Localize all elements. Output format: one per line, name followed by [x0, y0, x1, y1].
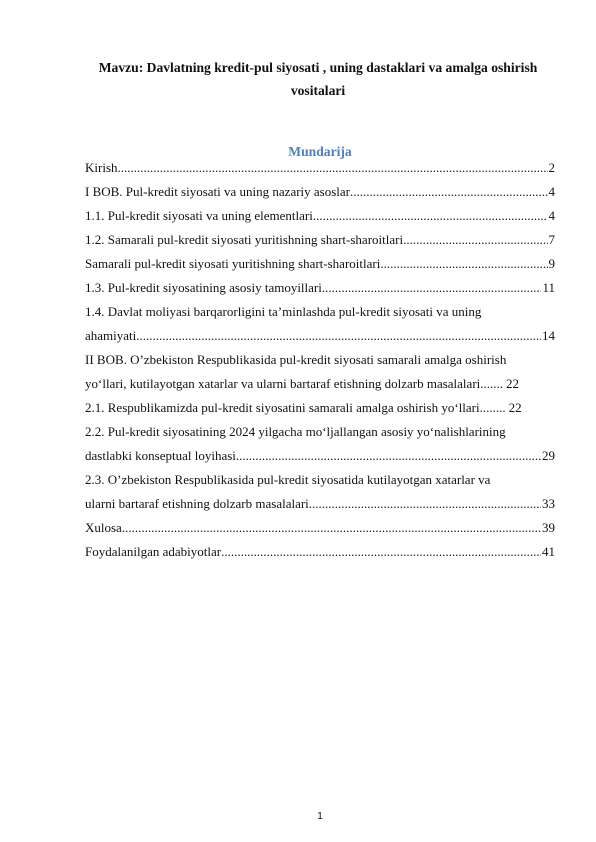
toc-leader-dots — [221, 540, 541, 564]
toc-entry[interactable] — [85, 228, 555, 252]
toc-entry[interactable] — [85, 204, 555, 228]
toc-entry-line1: II BOB. O’zbekiston Respublikasida pul-kredit siyosati samarali amalga oshirish — [85, 352, 507, 367]
toc-leader-dots — [350, 180, 547, 204]
toc-entry-line1: 2.3. O’zbekiston Respublikasida pul-kredit siyosatida kutilayotgan xatarlar va — [85, 472, 491, 487]
title-line-1: Mavzu: Davlatning kredit-pul siyosati , uning dastaklari va amalga oshirish — [98, 60, 538, 75]
toc-leader-dots: ........ — [479, 400, 506, 415]
toc-entry[interactable] — [85, 420, 555, 468]
toc-entry-line1: 2.2. Pul-kredit siyosatining 2024 yilgacha mo‘ljallangan asosiy yo‘nalishlarining — [85, 424, 506, 439]
toc-entry-label: ahamiyati — [85, 328, 137, 343]
toc-leader-dots — [322, 276, 542, 300]
toc-leader-dots — [136, 324, 541, 348]
page-number: 1 — [317, 810, 323, 822]
toc-entry-page: 2 — [548, 160, 555, 175]
document-title — [70, 56, 566, 102]
toc-entry-page: 33 — [542, 496, 555, 511]
toc-leader-dots — [118, 156, 548, 180]
toc-leader-dots — [236, 444, 541, 468]
toc-entry[interactable] — [85, 348, 555, 396]
toc-entry-page: 14 — [542, 328, 555, 343]
toc-entry-label: Samarali pul-kredit siyosati yuritishning shart-sharoitlari — [85, 256, 381, 271]
toc-entry-page: 39 — [542, 520, 555, 535]
toc-entry-page: 11 — [542, 280, 555, 295]
title-line-2: vositalari — [290, 83, 346, 98]
toc-entry-page: 4 — [548, 208, 555, 223]
toc-heading: Mundarija — [288, 144, 352, 159]
toc-leader-dots: ....... — [480, 376, 504, 391]
toc-entry-page: 9 — [548, 256, 555, 271]
toc-entry-label: ularni bartaraf etishning dolzarb masalalari — [85, 496, 309, 511]
toc-entry-page: 29 — [542, 448, 555, 463]
toc-entry-label: Kirish — [85, 160, 118, 175]
toc-entry[interactable] — [85, 396, 555, 420]
toc-entry[interactable] — [85, 300, 555, 348]
table-of-contents — [85, 156, 555, 564]
toc-entry[interactable] — [85, 252, 555, 276]
toc-entry-page: 22 — [506, 376, 520, 391]
toc-entry-label: I BOB. Pul-kredit siyosati va uning nazariy asoslar — [85, 184, 351, 199]
toc-entry-page: 4 — [548, 184, 555, 199]
toc-entry[interactable] — [85, 540, 555, 564]
toc-entry[interactable] — [85, 516, 555, 540]
toc-entry[interactable] — [85, 156, 555, 180]
toc-leader-dots — [122, 516, 541, 540]
toc-entry-label: 1.3. Pul-kredit siyosatining asosiy tamoyillari — [85, 280, 322, 295]
toc-leader-dots — [403, 228, 547, 252]
toc-entry-label: yo‘llari, kutilayotgan xatarlar va ularni bartaraf etishning dolzarb masalalari — [85, 376, 481, 391]
toc-entry-label: 1.1. Pul-kredit siyosati va uning elementlari — [85, 208, 313, 223]
toc-entry[interactable] — [85, 276, 555, 300]
toc-leader-dots — [380, 252, 547, 276]
toc-entry-label: dastlabki konseptual loyihasi — [85, 448, 236, 463]
toc-entry-label: Foydalanilgan adabiyotlar — [85, 544, 222, 559]
toc-entry[interactable] — [85, 180, 555, 204]
toc-entry-label: Xulosa — [85, 520, 122, 535]
toc-entry[interactable] — [85, 468, 555, 516]
toc-leader-dots — [309, 492, 541, 516]
toc-leader-dots — [313, 204, 548, 228]
toc-entry-page: 7 — [548, 232, 555, 247]
toc-entry-line1: 1.4. Davlat moliyasi barqarorligini ta’minlashda pul-kredit siyosati va uning — [85, 304, 482, 319]
toc-entry-label: 1.2. Samarali pul-kredit siyosati yuritishning shart-sharoitlari — [85, 232, 404, 247]
toc-entry-label: 2.1. Respublikamizda pul-kredit siyosatini samarali amalga oshirish yo‘llari — [85, 400, 480, 415]
toc-entry-page: 22 — [508, 400, 522, 415]
toc-entry-page: 41 — [542, 544, 555, 559]
